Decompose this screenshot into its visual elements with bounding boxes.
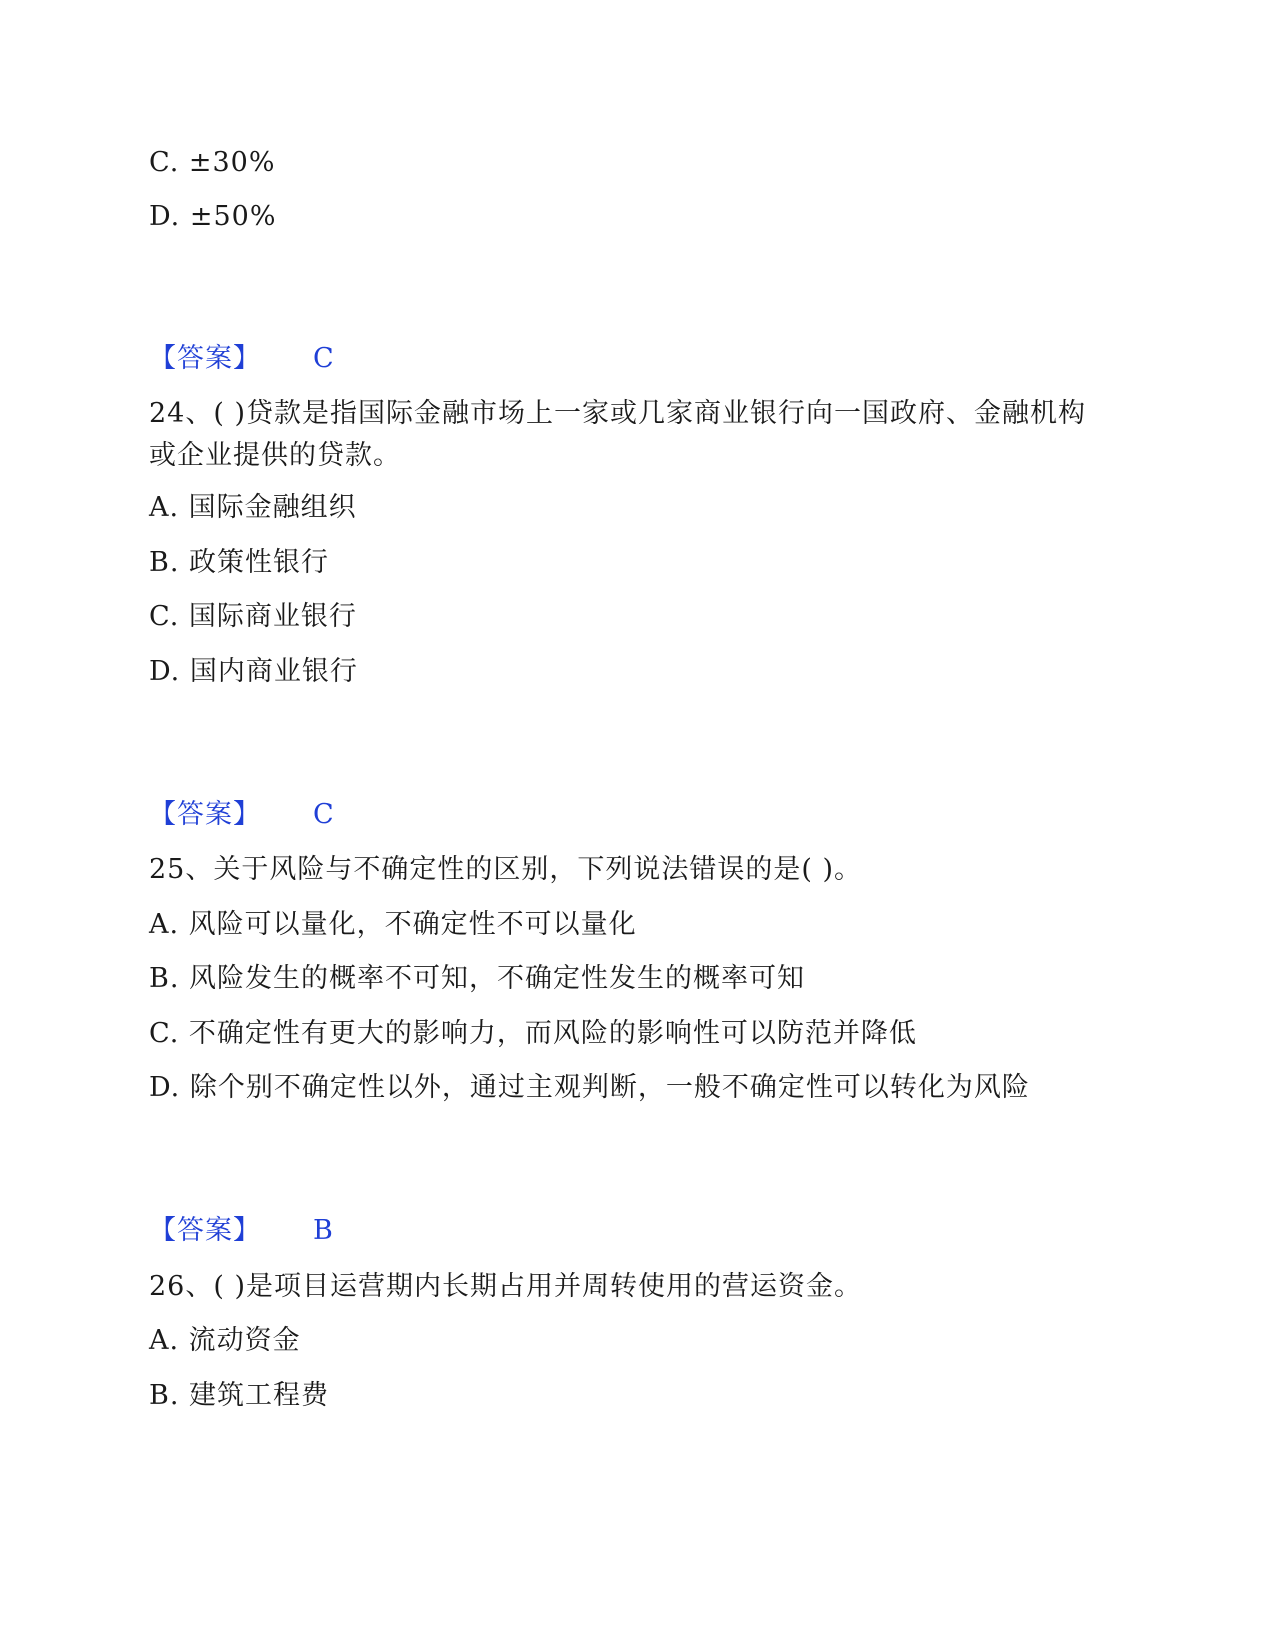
q25-option-c: C. 不确定性有更大的影响力，而风险的影响性可以防范并降低 [149,1018,917,1049]
q24-option-c: C. 国际商业银行 [149,601,357,632]
q23-option-d: D. ±50% [149,201,277,232]
q26-option-a: A. 流动资金 [149,1325,301,1356]
answer-value: C [313,343,335,374]
q23-option-c: C. ±30% [149,147,276,178]
q24-option-d: D. 国内商业银行 [149,656,358,687]
q25-stem: 25、关于风险与不确定性的区别，下列说法错误的是( )。 [149,854,863,885]
q24-stem: 24、( )贷款是指国际金融市场上一家或几家商业银行向一国政府、金融机构或企业提供的贷款。 [149,398,1087,471]
answer-label: 【答案】 [149,1215,261,1246]
q24-option-a: A. 国际金融组织 [149,492,357,523]
q23-answer [149,342,335,376]
q26-option-b: B. 建筑工程费 [149,1380,330,1411]
q24-option-b: B. 政策性银行 [149,547,330,578]
q25-option-a: A. 风险可以量化，不确定性不可以量化 [149,909,637,940]
q25-option-d: D. 除个别不确定性以外，通过主观判断，一般不确定性可以转化为风险 [149,1072,1030,1103]
answer-label: 【答案】 [149,799,261,830]
answer-value: B [313,1215,334,1246]
q25-option-b: B. 风险发生的概率不可知，不确定性发生的概率可知 [149,963,806,994]
q25-answer [149,1214,334,1248]
answer-value: C [313,799,335,830]
q24-answer [149,798,335,832]
q26-stem: 26、( )是项目运营期内长期占用并周转使用的营运资金。 [149,1271,863,1302]
answer-label: 【答案】 [149,343,261,374]
